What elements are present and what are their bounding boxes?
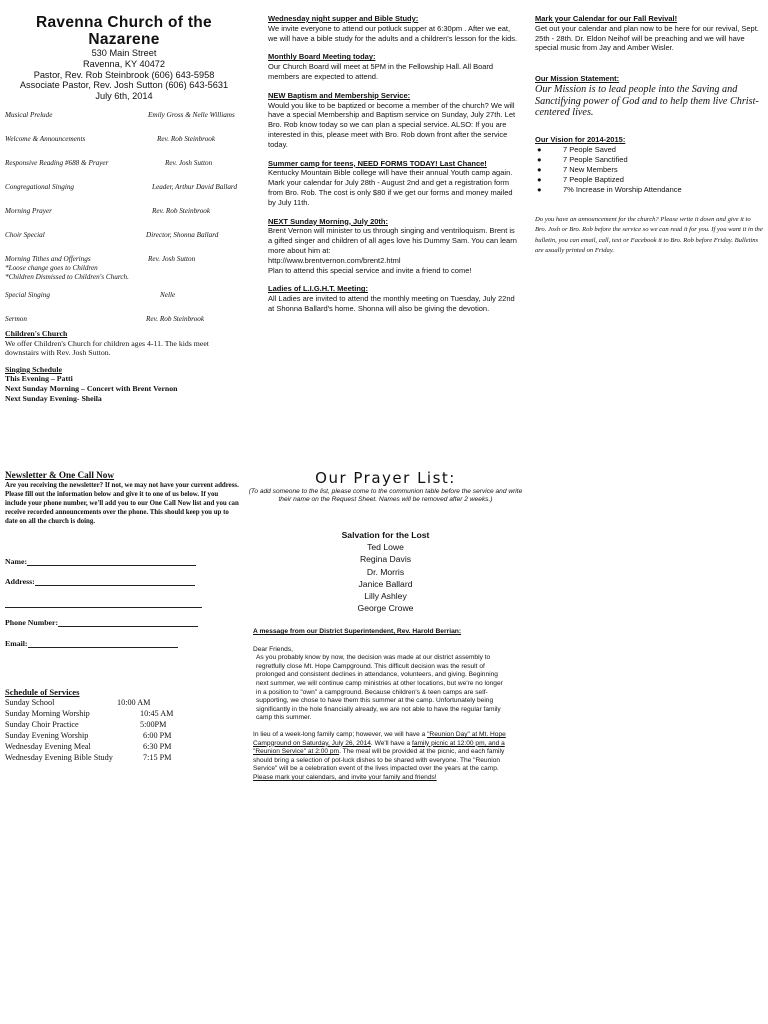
childrens-church-title: Children's Church <box>5 328 68 338</box>
vision-title: Our Vision for 2014-2015: <box>535 134 626 144</box>
announcement <box>268 284 520 313</box>
singing-line: This Evening – Patti <box>5 374 73 384</box>
prayer-list-subtitle: (To add someone to the list, please come to the communion table before the service and write their name on the Request Sheet. Names will be removed after 2 weeks.) <box>248 488 523 504</box>
service-time: 6:00 PM <box>143 731 172 740</box>
service-name: Sunday School <box>5 698 55 707</box>
order-row <box>5 134 243 158</box>
bullet-icon: ● <box>537 144 542 154</box>
email-field[interactable] <box>5 639 178 648</box>
message-paragraph-1: As you probably know by now, the decision was made at our district assembly to regretfully close Mt. Hope Campground. This difficult decision was the result of prolonged and consistent declines in attendance, volunteers, and giving. Beginning next summer, we will continue camp ministries at other locations, but we're no longer in a position to "own" a campground. Because children's & teen camps are self-supporting, we chose to have them this summer at the camp. Unfortunately being significantly in the hole financially already, we are not able to have the regular family camp this summer. <box>256 654 503 722</box>
bullet-icon: ● <box>537 164 542 174</box>
order-person: Nelle <box>160 290 176 299</box>
order-row <box>5 314 243 328</box>
service-time: 10:00 AM <box>117 698 151 707</box>
bulletin-date: July 6th, 2014 <box>95 91 153 102</box>
prayer-name: Dr. Morris <box>366 566 405 577</box>
announcement-title: Summer camp for teens, NEED FORMS TODAY! Last Chance! <box>268 158 487 168</box>
order-person: Rev. Rob Steinbrook <box>157 134 216 143</box>
mission-title: Our Mission Statement: <box>535 74 620 84</box>
order-person: Leader, Arthur David Ballard <box>152 182 238 191</box>
order-row <box>5 290 243 314</box>
offering-note: *Loose change goes to Children <box>5 263 98 272</box>
prayer-name: Janice Ballard <box>358 578 413 589</box>
announcement-body: Brent Vernon will minister to us through singing and ventriloquism. Brent is a gifted singer and children of all ages love his Dummy Sam. You can learn more about him at: <box>268 226 517 255</box>
offering-note: *Children Dismissed to Children's Church. <box>5 272 129 281</box>
order-of-worship <box>5 110 243 328</box>
reunion-day-link: "Reunion Day" at Mt. Hope Campground on Saturday, July 26, 2014 <box>253 730 506 747</box>
singing-schedule-section <box>5 365 243 403</box>
order-person: Rev. Josh Sutton <box>165 158 213 167</box>
message-p2-text: . We'll have a <box>370 739 413 747</box>
order-item: Responsive Reading #688 & Prayer <box>5 158 109 167</box>
middle-column <box>268 14 520 323</box>
associate-pastor-line: Associate Pastor, Rev. Josh Sutton (606) 643-5631 <box>19 80 229 91</box>
schedule-title: Schedule of Services <box>5 687 80 697</box>
message-p2-text: . The meal will be provided at the picnic, and each family should bring a selection of pot-luck dishes to be shared with everyone. The "Reunion Service" will be a celebration event of the lives impacted over the years at the camp. <box>253 748 505 773</box>
schedule-row <box>5 709 241 720</box>
order-item: Morning Prayer <box>5 206 52 215</box>
announcement-body-2: Plan to attend this special service and invite a friend to come! <box>268 265 472 275</box>
bullet-icon: ● <box>537 174 542 184</box>
announcement-title: Ladies of L.I.G.H.T. Meeting: <box>268 284 369 294</box>
prayer-heading: Salvation for the Lost <box>341 530 430 540</box>
singing-schedule-title: Singing Schedule <box>5 364 62 374</box>
order-row <box>5 230 243 254</box>
message-greeting: Dear Friends, <box>253 645 293 653</box>
service-time: 7:15 PM <box>143 753 172 762</box>
phone-field[interactable] <box>5 618 198 627</box>
announcement <box>268 14 520 43</box>
vision-item <box>535 165 763 175</box>
schedule-row <box>5 731 241 742</box>
announcement <box>268 52 520 81</box>
vision-item <box>535 175 763 185</box>
church-name: Ravenna Church of the Nazarene <box>36 14 212 48</box>
childrens-church-section <box>5 329 243 358</box>
revival-section <box>535 14 763 53</box>
order-item: Sermon <box>5 314 27 323</box>
order-item: Musical Prelude <box>5 110 53 119</box>
vision-item <box>535 145 763 155</box>
superintendent-message <box>253 628 506 783</box>
service-name: Wednesday Evening Meal <box>5 742 91 751</box>
prayer-name: George Crowe <box>357 603 414 614</box>
order-person: Rev. Rob Steinbrook <box>146 314 205 323</box>
schedule-row <box>5 742 241 753</box>
order-row <box>5 110 243 134</box>
mission-body: Our Mission is to lead people into the Saving and Sanctifying power of God and to help them live Christ-centered lives. <box>535 83 759 119</box>
order-row <box>5 182 243 206</box>
vision-item <box>535 155 763 165</box>
picnic-link: family picnic at 12:00 pm, and a "Reunion Service" at 2:00 pm <box>253 739 505 756</box>
schedule-row <box>5 698 241 709</box>
vision-item-label: 7 People Saved <box>563 144 616 154</box>
bulletin-note: Do you have an announcement for the church? Please write it down and give it to Bro. Josh or Bro. Rob before the service so we can read it for you. If you want it in the bulletin, you can email, call, text or Facebook it to Bro. Rob before Friday. Bulletins are usually printed on Friday. <box>535 216 763 255</box>
church-city: Ravenna, KY 40472 <box>82 58 166 69</box>
message-paragraph-2 <box>253 731 506 783</box>
prayer-list-title: Our Prayer List: <box>315 469 456 487</box>
newsletter-body: Are you receiving the newsletter? If not, we may not have your current address. Please fill out the information below and give it to one of us below. If you include your phone number, we'll add you to our One Call Now list and you can receive recorded announcements over the phone. This should keep you up to date on all the church is doing. <box>5 481 239 526</box>
order-item: Congregational Singing <box>5 182 75 191</box>
address-field[interactable] <box>5 577 195 586</box>
revival-title: Mark your Calendar for our Fall Revival! <box>535 14 678 23</box>
announcement-body: Kentucky Mountain Bible college will have their annual Youth camp again. Mark your calendar for July 28th - August 2nd and get a registration form from Bro. Rob. The cost is only $80 if we get our forms and money mailed by July 11th. <box>268 168 513 207</box>
announcement-body: Our Church Board will meet at 5PM in the Fellowship Hall. All Board members are expected to attend. <box>268 62 494 81</box>
phone-line[interactable] <box>58 625 198 627</box>
bullet-icon: ● <box>537 184 542 194</box>
order-person: Rev. Josh Sutton <box>148 254 196 263</box>
prayer-list <box>248 529 523 614</box>
order-item: Morning Tithes and Offerings <box>5 254 91 263</box>
vision-item-label: 7 People Sanctified <box>563 154 628 164</box>
service-name: Sunday Morning Worship <box>5 709 90 718</box>
schedule-of-services <box>5 687 241 764</box>
service-time: 10:45 AM <box>140 709 174 718</box>
message-p2-text: In lieu of a week-long family camp; however, we will have a <box>253 730 428 738</box>
address-line[interactable] <box>35 584 195 586</box>
order-item: Special Singing <box>5 290 50 299</box>
name-line[interactable] <box>27 564 196 566</box>
name-label: Name: <box>5 557 28 566</box>
service-name: Wednesday Evening Bible Study <box>5 753 113 762</box>
announcement <box>268 217 520 276</box>
announcement-body: Would you like to be baptized or become a member of the church? We will have a special Membership and Baptism service on Sunday, July 27th. Let Bro. Rob know today so we can plan a special service. ALSO: If you are interested in this, please meet with Bro. Rob down front after the service today. <box>268 100 516 149</box>
childrens-church-body: We offer Children's Church for children ages 4-11. The kids meet downstairs with Rev. Josh Sutton. <box>5 338 209 358</box>
vision-section <box>535 135 763 195</box>
vision-item-label: 7% Increase in Worship Attendance <box>563 184 682 194</box>
phone-label: Phone Number: <box>5 618 59 627</box>
schedule-row <box>5 753 241 764</box>
revival-body: Get out your calendar and plan now to be here for our revival, Sept. 25th - 28th. Dr. Eldon Neihof will be preaching and we will have special music from Jay and Amber Wisler. <box>535 23 759 53</box>
order-row <box>5 158 243 182</box>
announcement-body: All Ladies are invited to attend the monthly meeting on Tuesday, July 22nd at Shonna Ballard's home. Shonna will also be giving the devotion. <box>268 294 515 313</box>
left-column <box>5 14 243 403</box>
singing-line: Next Sunday Morning – Concert with Brent Vernon <box>5 383 178 393</box>
order-item: Choir Special <box>5 230 45 239</box>
mission-section <box>535 74 763 119</box>
order-row <box>5 206 243 230</box>
announcement-body: We invite everyone to attend our potluck supper at 6:30pm . After we eat, we will have a bible study for the adults and a children's lesson for the kids. <box>268 23 518 43</box>
vision-item-label: 7 People Baptized <box>563 174 624 184</box>
address-line-2[interactable] <box>5 599 202 608</box>
order-row <box>5 254 243 290</box>
mark-calendar-link: Please mark your calendars, and invite your family and friends! <box>253 773 437 781</box>
pastor-line: Pastor, Rev. Rob Steinbrook (606) 643-5958 <box>33 69 215 80</box>
prayer-name: Regina Davis <box>359 554 412 565</box>
address-label: Address: <box>5 577 35 586</box>
announcement <box>268 91 520 150</box>
email-label: Email: <box>5 639 28 648</box>
service-name: Sunday Choir Practice <box>5 720 79 729</box>
prayer-name: Ted Lowe <box>367 542 404 553</box>
announcement <box>268 159 520 208</box>
vision-item <box>535 185 763 195</box>
service-name: Sunday Evening Worship <box>5 731 89 740</box>
vision-list <box>535 145 763 195</box>
address-line-2-rule[interactable] <box>5 606 202 608</box>
order-person: Emily Gross & Nelle Williams <box>148 110 235 119</box>
service-time: 6:30 PM <box>143 742 172 751</box>
newsletter-title: Newsletter & One Call Now <box>5 470 115 480</box>
order-person: Director, Shonna Ballard <box>146 230 219 239</box>
order-person: Rev. Rob Steinbrook <box>152 206 211 215</box>
singing-line: Next Sunday Evening- Sheila <box>5 393 102 403</box>
announcement-title: Monthly Board Meeting today: <box>268 52 376 62</box>
email-line[interactable] <box>28 646 178 648</box>
church-street: 530 Main Street <box>91 48 157 58</box>
bullet-icon: ● <box>537 154 542 164</box>
message-title: A message from our District Superintendent, Rev. Harold Berrian: <box>253 628 462 635</box>
prayer-name: Lilly Ashley <box>364 591 407 602</box>
vision-item-label: 7 New Members <box>563 164 618 174</box>
announcement-title: NEXT Sunday Morning, July 20th: <box>268 216 389 226</box>
right-column <box>535 14 763 257</box>
order-item: Welcome & Announcements <box>5 134 86 143</box>
announcement-link[interactable]: http://www.brentvernon.com/brent2.html <box>268 255 401 265</box>
schedule-row <box>5 720 241 731</box>
announcement-title: Wednesday night supper and Bible Study: <box>268 14 419 23</box>
announcement-title: NEW Baptism and Membership Service: <box>268 90 411 100</box>
service-time: 5:00PM <box>140 720 167 729</box>
name-field[interactable] <box>5 557 196 566</box>
newsletter-section <box>5 471 241 527</box>
